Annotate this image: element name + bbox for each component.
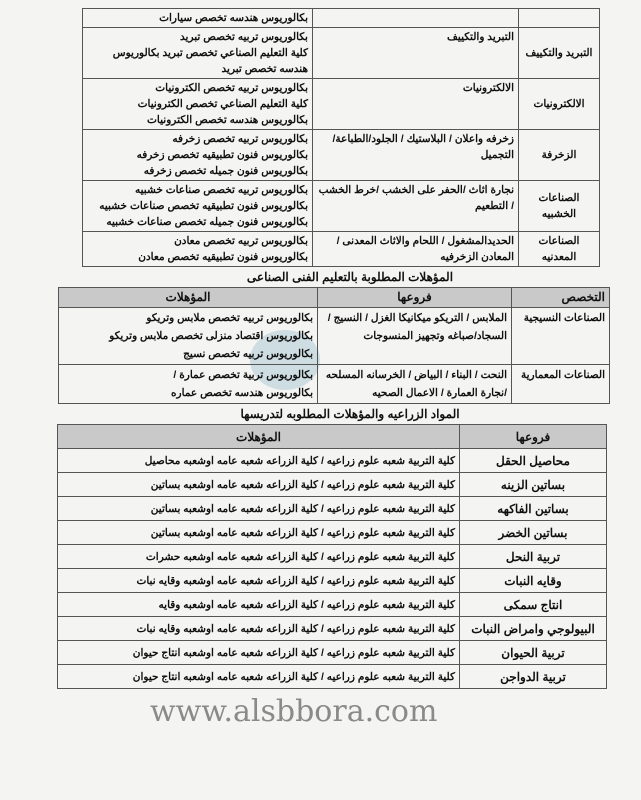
qualification-line: بكالوريوس تربيه تخصص تبريد xyxy=(180,31,308,43)
table-row xyxy=(83,28,600,79)
qualification-cell: كلية التربية شعبه علوم زراعيه / كلية الزراعه شعبه عامه اوشعبه وقايه نبات xyxy=(58,569,460,593)
table-row xyxy=(83,130,600,181)
qualification-line: بكالوريوس فنون تطبيقيه تخصص صناعات خشبيه xyxy=(99,200,308,212)
section3-title: المواد الزراعيه والمؤهلات المطلوبه لتدريسها xyxy=(240,407,460,421)
branches-cell xyxy=(313,9,519,28)
qualification-cell: كلية التربية شعبه علوم زراعيه / كلية الزراعه شعبه عامه اوشعبه حشرات xyxy=(58,545,460,569)
specialty-cell: التبريد والتكييف xyxy=(519,28,600,79)
table-row xyxy=(58,521,607,545)
qualification-line: بكالوريوس تربيه تخصص صناعات خشبيه xyxy=(134,184,308,196)
table-row xyxy=(58,617,607,641)
branches-cell: الالكترونيات xyxy=(313,79,519,130)
branches-cell: الحديدالمشغول / اللحام والاثاث المعدنى /المعادن الزخرفيه xyxy=(313,232,519,267)
branch-cell: تربية الحيوان xyxy=(460,641,607,665)
qualification-line: بكالوريوس تربيه تخصص معادن xyxy=(174,235,308,247)
table-row xyxy=(83,79,600,130)
specialty-cell: الصناعات الخشبيه xyxy=(519,181,600,232)
branch-cell: بساتين الخضر xyxy=(460,521,607,545)
table-row xyxy=(58,593,607,617)
specialty-cell xyxy=(519,9,600,28)
branch-cell: تربية النحل xyxy=(460,545,607,569)
qualification-line: بكالوريوس فنون جميله تخصص صناعات خشبيه xyxy=(106,216,308,228)
qualifications-cell xyxy=(59,308,318,365)
section2-title: المؤهلات المطلوبة بالتعليم الفنى الصناعى xyxy=(246,270,454,284)
branches-cell: التبريد والتكييف xyxy=(313,28,519,79)
qualification-line: بكالوريوس تربيه تخصص الكترونيات xyxy=(155,82,308,94)
qualification-line: بكالوريوس فنون جميله تخصص زخرفه xyxy=(143,165,308,177)
qualification-line: بكالوريوس تربيه تخصص ملابس وتريكو xyxy=(146,312,313,324)
watermark-text: www.alsbbora.com xyxy=(150,694,438,729)
specialty-cell: الصناعات النسيجية xyxy=(512,308,610,365)
qualification-line: كلية التعليم الصناعي تخصص الكترونيات xyxy=(137,98,308,110)
qualification-cell: كلية التربية شعبه علوم زراعيه / كلية الزراعه شعبه عامه اوشعبه بساتين xyxy=(58,497,460,521)
qualification-line: بكالوريوس فنون تطبيقيه تخصص زخرفه xyxy=(136,149,308,161)
specialty-cell: الصناعات المعمارية xyxy=(512,365,610,404)
qualification-line: بكالوريوس هندسه تخصص عماره xyxy=(171,387,313,399)
header-qualifications: المؤهلات xyxy=(58,425,460,449)
table-row xyxy=(58,569,607,593)
qualifications-cell xyxy=(83,79,313,130)
branch-cell: بساتين الزينه xyxy=(460,473,607,497)
branches-cell: زخرفه واعلان / البلاستيك / الجلود/الطباعة/ التجميل xyxy=(313,130,519,181)
branch-cell: وقايه النبات xyxy=(460,569,607,593)
qualification-cell: كلية التربية شعبه علوم زراعيه / كلية الزراعه شعبه عامه اوشعبه انتاج حيوان xyxy=(58,641,460,665)
branches-cell: النحت / البناء / البياض / الخرسانه المسلحه /نجارة العمارة / الاعمال الصحيه xyxy=(318,365,512,404)
header-branches: فروعها xyxy=(460,425,607,449)
qualifications-cell xyxy=(59,365,318,404)
header-specialty: التخصص xyxy=(512,288,610,308)
table-row xyxy=(59,308,610,365)
qualification-cell: كلية التربية شعبه علوم زراعيه / كلية الزراعه شعبه عامه اوشعبه محاصيل xyxy=(58,449,460,473)
qualification-cell: كلية التربية شعبه علوم زراعيه / كلية الزراعه شعبه عامه اوشعبه وقايه نبات xyxy=(58,617,460,641)
qualification-line: بكالوريوس اقتصاد منزلى تخصص ملابس وتريكو xyxy=(109,330,313,342)
table-row xyxy=(58,665,607,689)
header-branches: فروعها xyxy=(318,288,512,308)
qualification-line: بكالوريوس تربية تخصص عمارة / xyxy=(173,369,313,381)
branch-cell: بساتين الفاكهه xyxy=(460,497,607,521)
qualifications-cell xyxy=(83,9,313,28)
qualification-cell: كلية التربية شعبه علوم زراعيه / كلية الزراعه شعبه عامه اوشعبه انتاج حيوان xyxy=(58,665,460,689)
specialty-cell: الصناعات المعدنيه xyxy=(519,232,600,267)
branches-cell: الملابس / التريكو ميكانيكا الغزل / النسيج / السجاد/صباغه وتجهيز المنسوجات xyxy=(318,308,512,365)
qualification-line: كلية التعليم الصناعي تخصص تبريد بكالوريوس هندسه تخصص تبريد xyxy=(112,47,308,75)
qualification-cell: كلية التربية شعبه علوم زراعيه / كلية الزراعه شعبه عامه اوشعبه بساتين xyxy=(58,473,460,497)
qualifications-cell xyxy=(83,232,313,267)
qualification-cell: كلية التربية شعبه علوم زراعيه / كلية الزراعه شعبه عامه اوشعبه وقايه xyxy=(58,593,460,617)
branch-cell: تربية الدواجن xyxy=(460,665,607,689)
qualifications-cell xyxy=(83,181,313,232)
table-row xyxy=(83,9,600,28)
qualifications-cell xyxy=(83,28,313,79)
branch-cell: انتاج سمكى xyxy=(460,593,607,617)
table-row xyxy=(58,473,607,497)
specialty-cell: الالكترونيات xyxy=(519,79,600,130)
table-row xyxy=(58,449,607,473)
table-row xyxy=(58,545,607,569)
agriculture-table xyxy=(57,424,607,689)
table-row xyxy=(58,641,607,665)
table-row xyxy=(59,365,610,404)
branch-cell: البيولوجي وامراض النبات xyxy=(460,617,607,641)
qualification-line: بكالوريوس هندسه تخصص الكترونيات xyxy=(147,114,308,126)
branches-cell: نجارة اثاث /الحفر على الخشب /خرط الخشب / التطعيم xyxy=(313,181,519,232)
table-row xyxy=(58,497,607,521)
qualification-line: بكالوريوس تربيه تخصص نسيج xyxy=(183,348,313,360)
header-qualifications: المؤهلات xyxy=(59,288,318,308)
table-row xyxy=(83,232,600,267)
branch-cell: محاصيل الحقل xyxy=(460,449,607,473)
industrial-qualifications-table-continued xyxy=(82,8,600,267)
qualification-line: بكالوريوس فنون تطبيقيه تخصص معادن xyxy=(138,251,308,263)
table-row xyxy=(83,181,600,232)
qualification-line: بكالوريوس هندسه تخصص سيارات xyxy=(159,12,308,24)
specialty-cell: الزخرفة xyxy=(519,130,600,181)
textile-architecture-table xyxy=(58,287,610,404)
qualification-line: بكالوريوس تربيه تخصص زخرفه xyxy=(172,133,308,145)
qualifications-cell xyxy=(83,130,313,181)
qualification-cell: كلية التربية شعبه علوم زراعيه / كلية الزراعه شعبه عامه اوشعبه بساتين xyxy=(58,521,460,545)
